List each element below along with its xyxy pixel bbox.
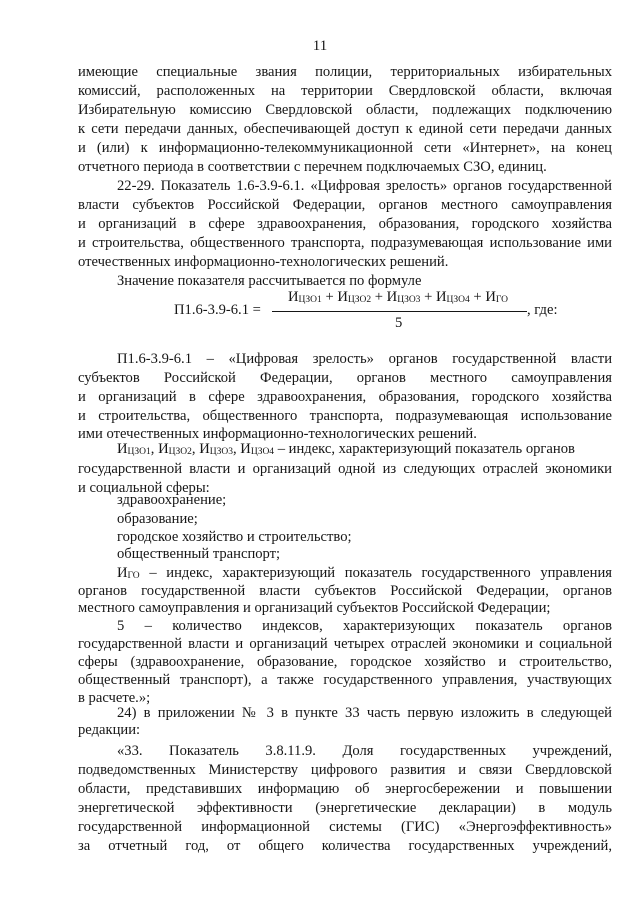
text-line: власти субъектов Российской Федерации, органов местного самоуправления [78,197,612,213]
text-line: 5 – количество индексов, характеризующих показатель органов [117,618,612,634]
text-line: «33. Показатель 3.8.11.9. Доля государственных учреждений, [117,743,612,759]
text-line: Избирательную комиссию Свердловской области, подлежащих подключению [78,102,612,118]
text-line: общественный транспорт), а также государственного управления, участвующих [78,672,612,688]
text-line: и строительства, общественного транспорта, подразумевающая использование ими [78,235,612,251]
text-line: государственной власти и организаций четырех отраслей экономики и социальной [78,636,612,652]
text-line: Значение показателя рассчитывается по формуле [117,273,422,289]
text-line: в расчете.»; [78,690,151,706]
text-line: отечественных информационно-технологических решений. [78,254,449,270]
list-item: общественный транспорт; [117,546,281,562]
text-line: и социальной сферы: [78,480,210,496]
text-line: и организаций в сфере здравоохранения, образования, городского хозяйства [78,389,612,405]
text-line: и (или) к информационно-телекоммуникационной сети «Интернет», на конец [78,140,612,156]
text-line: отчетного периода в соответствии с перечнем подключаемых СЗО, единиц. [78,159,547,175]
text-line: комиссий, расположенных на территории Свердловской области, включая [78,83,612,99]
text-line: энергетической эффективности (энергетические декларации) в модуль [78,800,612,816]
page-number: 11 [312,38,328,54]
text-line: П1.6-3.9-6.1 – «Цифровая зрелость» органов государственной власти [117,351,612,367]
text-line: и строительства, общественного транспорта, подразумевающая использование [78,408,612,424]
text-line: государственной власти и организаций одной из следующих отраслей экономики [78,461,612,477]
formula-denominator: 5 [395,315,403,331]
text-line: сферы (здравоохранение, образование, городское хозяйство и строительство, [78,654,612,670]
text-line: имеющие специальные звания полиции, территориальных избирательных [78,64,612,80]
text-line: за отчетный год, от общего количества государственных учреждений, [78,838,612,854]
text-line: и организаций в сфере здравоохранения, образования, городского хозяйства [78,216,612,232]
text-line: редакции: [78,722,141,738]
text-line: субъектов Российской Федерации, органов местного самоуправления [78,370,612,386]
text-line: области, представивших информацию об энергосбережении и повышении [78,781,612,797]
text-line: 24) в приложении № 3 в пункте 33 часть первую изложить в следующей [117,705,612,721]
text-line: государственной информационной системы (ГИС) «Энергоэффективность» [78,819,612,835]
text-line: органов государственной власти субъектов Российской Федерации, органов [78,583,612,599]
index-definition-line: $И_{ЦЗО1}$, $И_{ЦЗО2}$, $И_{ЦЗО3}$, $И_{ЦЗО4}$ – индекс, характеризующий показатель органов [117,441,575,457]
text-line: к сети передачи данных, обеспечивающей доступ к единой сети передачи данных [78,121,612,137]
formula-tail: , где: [527,302,558,318]
list-item: городское хозяйство и строительство; [117,529,352,545]
list-item: здравоохранение; [117,492,227,508]
text-line: местного самоуправления и организаций субъектов Российской Федерации; [78,600,551,616]
text-line: подведомственных Министерству цифрового развития и связи Свердловской [78,762,612,778]
text-line: ими отечественных информационно-технологических решений. [78,426,477,442]
list-item: образование; [117,511,198,527]
text-line: 22-29. Показатель 1.6-3.9-6.1. «Цифровая зрелость» органов государственной [117,178,612,194]
index-definition-line: $И_{ГО}$ – индекс, характеризующий показатель государственного управления [117,565,612,581]
formula-lhs: П1.6-3.9-6.1 = [174,302,261,318]
fraction-bar [272,311,527,312]
formula-numerator: $И_{ЦЗО1} + И_{ЦЗО2} + И_{ЦЗО3} + И_{ЦЗО4} + И_{ГО}$ [288,289,508,305]
